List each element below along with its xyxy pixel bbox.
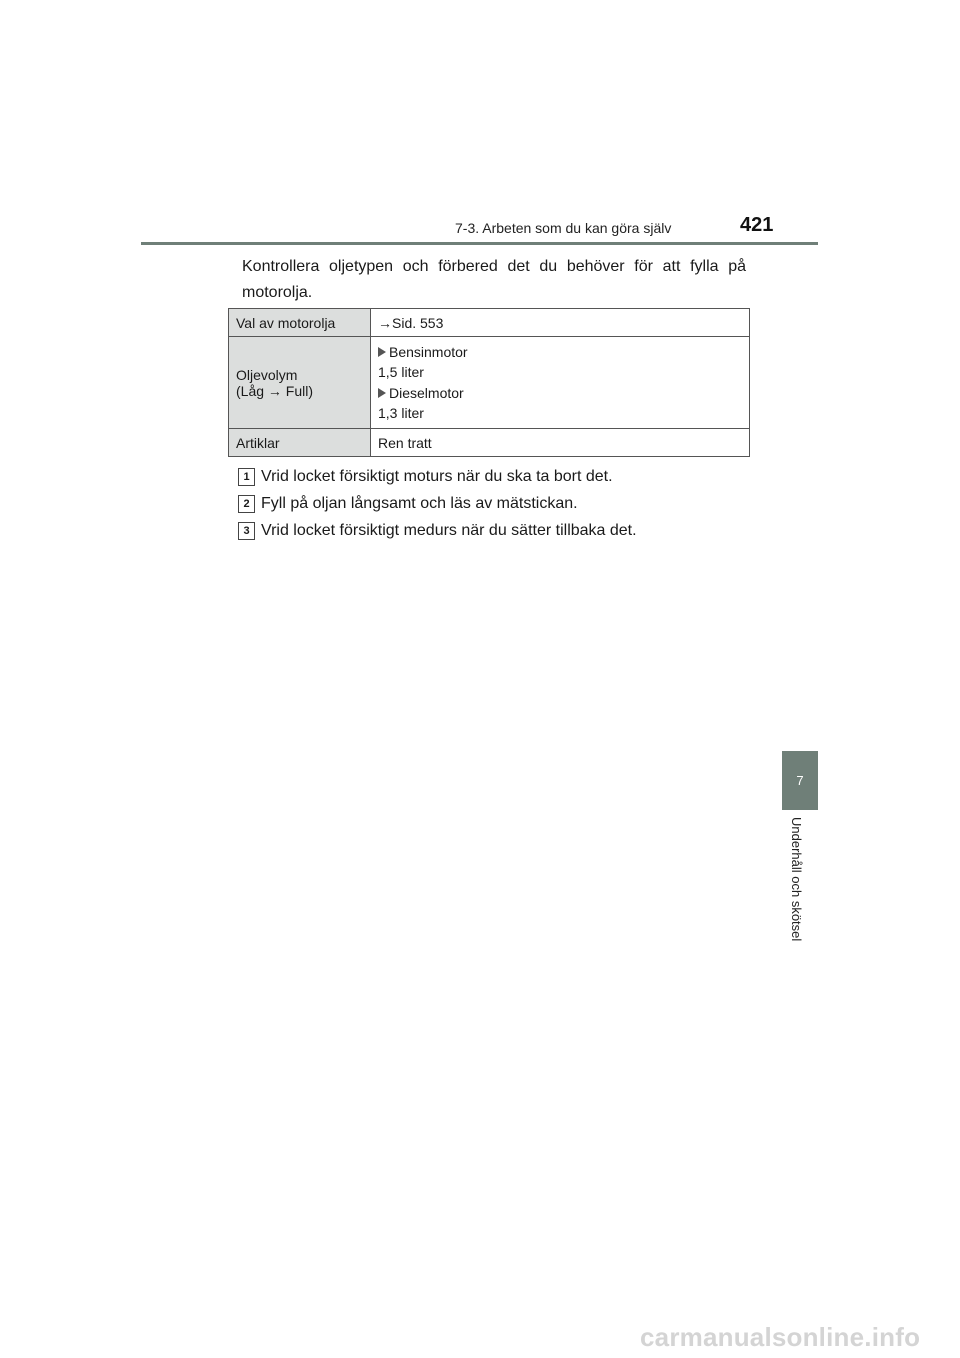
engine-type: Bensinmotor [389, 343, 468, 360]
engine-volume: 1,3 liter [378, 404, 424, 421]
section-title: 7-3. Arbeten som du kan göra själv [455, 220, 672, 236]
label-items: Artiklar [229, 429, 371, 457]
chapter-title: Underhåll och skötsel [789, 817, 804, 942]
arrow-icon: → [378, 314, 392, 331]
spec-table [228, 308, 750, 457]
step-number-badge: 3 [238, 522, 255, 540]
engine-heading [378, 342, 742, 362]
label-text: Full) [281, 382, 314, 399]
engine-heading [378, 383, 742, 403]
step-list [238, 463, 637, 544]
list-item [238, 490, 637, 517]
label-oil-choice: Val av motorolja [229, 309, 371, 337]
arrow-icon: → [267, 382, 282, 399]
label-line [236, 383, 363, 399]
step-number-badge: 1 [238, 468, 255, 486]
watermark: carmanualsonline.info [640, 1322, 921, 1352]
step-text: Fyll på oljan långsamt och läs av mätstickan. [261, 494, 578, 512]
step-text: Vrid locket försiktigt moturs när du ska ta bort det. [261, 467, 613, 485]
value-items: Ren tratt [371, 429, 750, 457]
label-line: Oljevolym [236, 366, 298, 383]
value-oil-volume [371, 337, 750, 429]
triangle-bullet-icon [378, 388, 386, 398]
list-item [238, 517, 637, 544]
table-row [229, 337, 750, 429]
value-oil-choice [371, 309, 750, 337]
chapter-tab: 7 [782, 751, 818, 810]
header-divider [141, 242, 818, 245]
table-row [229, 309, 750, 337]
list-item [238, 463, 637, 490]
engine-volume: 1,5 liter [378, 363, 424, 380]
label-oil-volume [229, 337, 371, 429]
page-reference-link[interactable]: Sid. 553 [392, 314, 444, 331]
table-row [229, 429, 750, 457]
intro-paragraph: Kontrollera oljetypen och förbered det du behöver för att fylla på motorolja. [242, 258, 746, 301]
engine-type: Dieselmotor [389, 384, 464, 401]
step-text: Vrid locket försiktigt medurs när du sätter tillbaka det. [261, 521, 637, 539]
step-number-badge: 2 [238, 495, 255, 513]
page-number: 421 [740, 214, 774, 236]
label-text: (Låg [236, 382, 268, 399]
triangle-bullet-icon [378, 347, 386, 357]
